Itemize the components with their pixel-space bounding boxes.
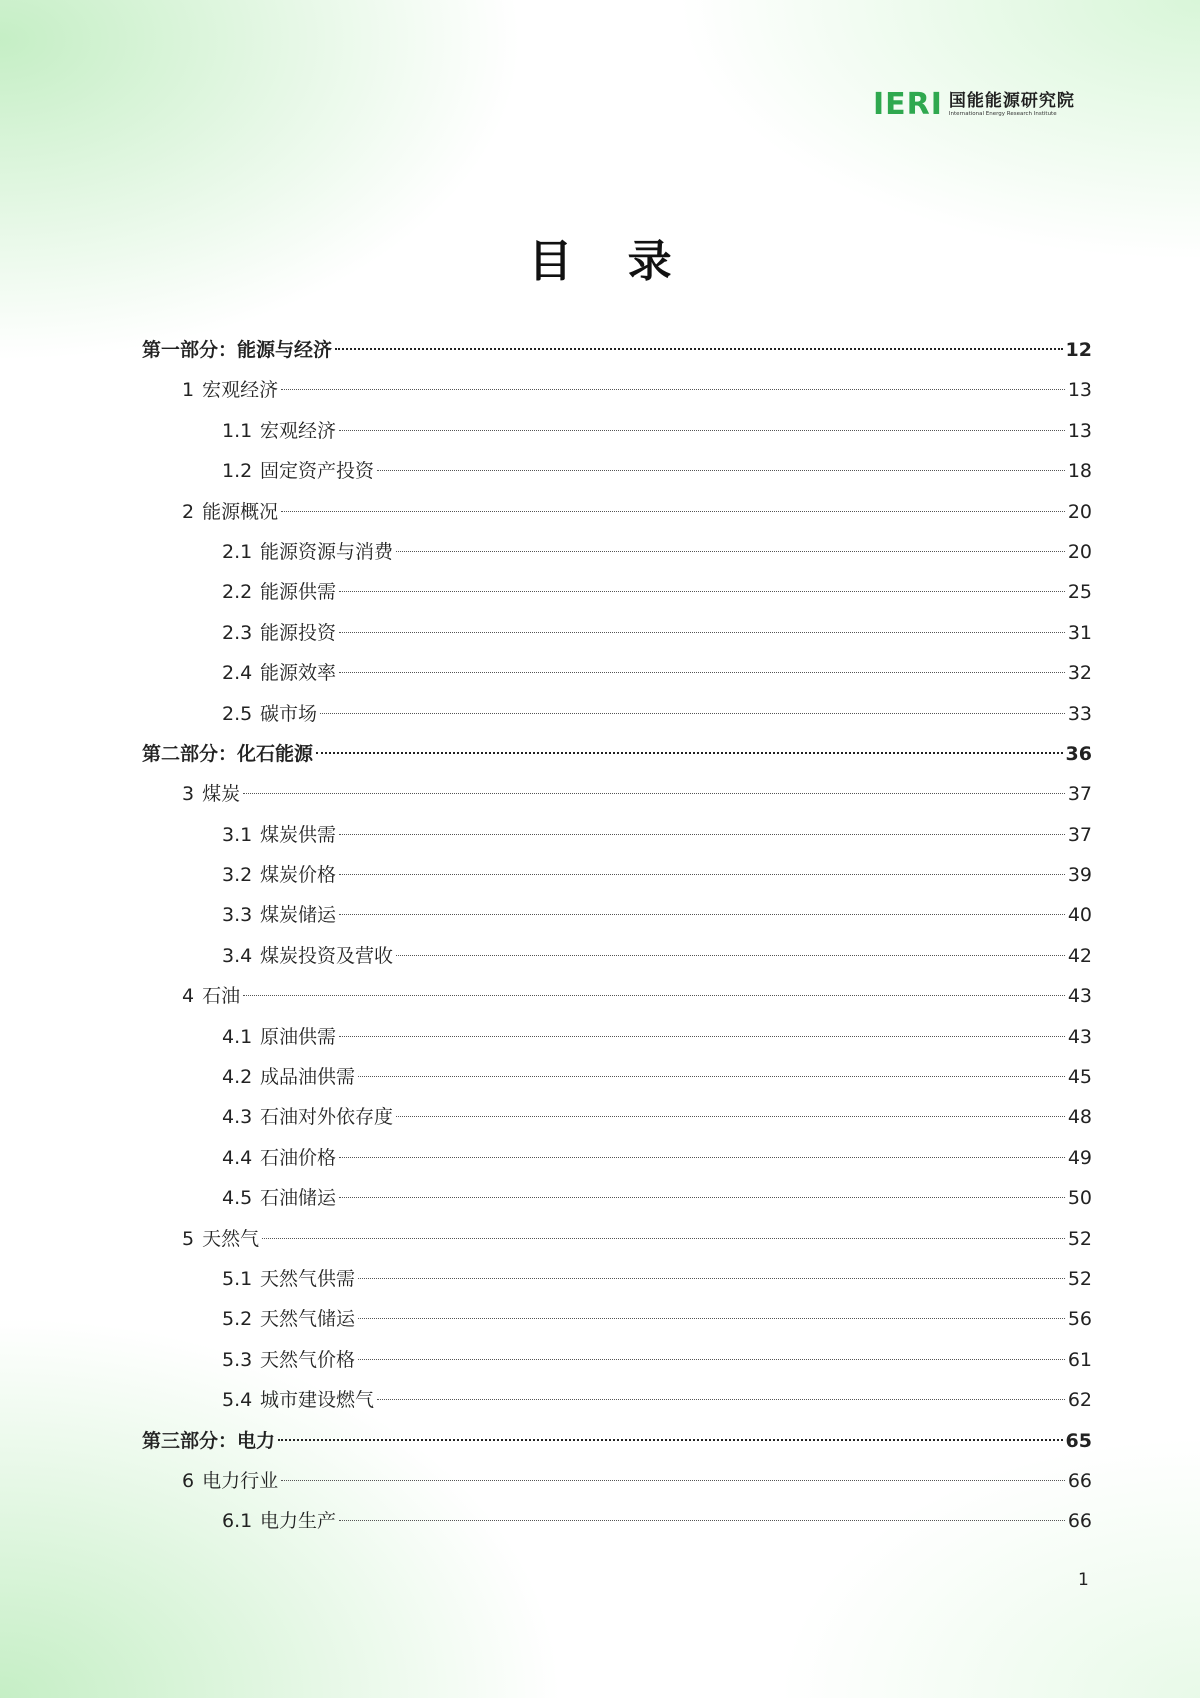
toc-entry-label: [142, 734, 315, 774]
toc-entry-number: 4.1: [222, 1025, 253, 1048]
toc-entry-page-number: 62: [1067, 1389, 1092, 1412]
toc-entry-text: 煤炭投资及营收: [260, 944, 394, 967]
toc-dot-leader: [339, 430, 1065, 431]
toc-entry-label: [182, 774, 242, 814]
toc-entry-label: [182, 1219, 261, 1259]
toc-section-entry[interactable]: [142, 532, 1092, 572]
toc-entry-row: [222, 936, 1092, 976]
toc-dot-leader: [339, 834, 1065, 835]
toc-entry-row: [222, 1138, 1092, 1178]
toc-entry-row: [222, 855, 1092, 895]
logo-mark: IERI: [873, 87, 943, 122]
toc-entry-page-number: 36: [1065, 742, 1092, 765]
toc-entry-row: [222, 694, 1092, 734]
toc-entry-page-number: 25: [1067, 581, 1092, 604]
toc-dot-leader: [335, 348, 1063, 350]
toc-entry-label: [222, 411, 338, 451]
toc-entry-number: 2.4: [222, 662, 253, 685]
toc-entry-number: 5.4: [222, 1389, 253, 1412]
toc-dot-leader: [262, 1238, 1065, 1239]
toc-entry-number: 6.1: [222, 1510, 253, 1533]
toc-entry-row: [182, 976, 1092, 1016]
toc-section-entry[interactable]: [142, 855, 1092, 895]
toc-entry-number: 5.3: [222, 1348, 253, 1371]
logo-text: [948, 90, 1075, 118]
toc-dot-leader: [243, 793, 1065, 794]
toc-entry-page-number: 61: [1067, 1348, 1092, 1371]
toc-entry-row: [222, 1017, 1092, 1057]
toc-entry-text: 能源效率: [260, 662, 337, 685]
toc-entry-text: 宏观经济: [202, 379, 279, 402]
toc-section-entry[interactable]: [142, 815, 1092, 855]
toc-entry-number: 2.3: [222, 621, 253, 644]
toc-entry-row: [142, 1421, 1092, 1461]
toc-entry-text: 宏观经济: [260, 419, 337, 442]
toc-entry-row: [222, 653, 1092, 693]
toc-entry-row: [222, 1340, 1092, 1380]
toc-entry-text: 原油供需: [260, 1025, 337, 1048]
toc-entry-number: 5.2: [222, 1308, 253, 1331]
toc-entry-number: 2.2: [222, 581, 253, 604]
toc-entry-page-number: 45: [1067, 1066, 1092, 1089]
toc-entry-label: [222, 1259, 357, 1299]
toc-entry-number: 2.5: [222, 702, 253, 725]
toc-entry-label: [222, 532, 395, 572]
toc-dot-leader: [339, 632, 1065, 633]
toc-dot-leader: [339, 1036, 1065, 1037]
toc-dot-leader: [316, 752, 1063, 754]
toc-chapter-entry[interactable]: [142, 1461, 1092, 1501]
toc-section-entry[interactable]: [142, 572, 1092, 612]
logo-chinese-name: 国能能源研究院: [948, 90, 1075, 111]
toc-entry-text: 能源供需: [260, 581, 337, 604]
toc-entry-row: [222, 1299, 1092, 1339]
toc-entry-label: [222, 1178, 338, 1218]
toc-dot-leader: [339, 1197, 1065, 1198]
toc-entry-label: [142, 330, 334, 370]
toc-entry-number: 1.2: [222, 460, 253, 483]
toc-entry-page-number: 40: [1067, 904, 1092, 927]
toc-entry-label: [222, 815, 338, 855]
toc-dot-leader: [339, 1157, 1065, 1158]
toc-dot-leader: [377, 470, 1065, 471]
toc-entry-text: 石油对外依存度: [260, 1106, 394, 1129]
toc-entry-text: 第三部分：电力: [142, 1429, 276, 1452]
toc-entry-text: 碳市场: [260, 702, 318, 725]
toc-entry-page-number: 65: [1065, 1429, 1092, 1452]
toc-entry-row: [222, 1259, 1092, 1299]
toc-chapter-entry[interactable]: [142, 774, 1092, 814]
toc-dot-leader: [396, 551, 1065, 552]
toc-entry-label: [222, 451, 376, 491]
toc-entry-row: [182, 492, 1092, 532]
toc-section-entry[interactable]: [142, 1017, 1092, 1057]
toc-entry-page-number: 66: [1067, 1510, 1092, 1533]
toc-entry-number: 1.1: [222, 419, 253, 442]
toc-dot-leader: [358, 1359, 1065, 1360]
toc-entry-page-number: 39: [1067, 864, 1092, 887]
page-number: 1: [1078, 1570, 1089, 1590]
toc-section-entry[interactable]: [142, 1138, 1092, 1178]
toc-entry-row: [222, 895, 1092, 935]
toc-entry-label: [222, 855, 338, 895]
toc-entry-text: 石油: [202, 985, 241, 1008]
toc-entry-text: 煤炭储运: [260, 904, 337, 927]
toc-section-entry[interactable]: [142, 613, 1092, 653]
toc-entry-label: [222, 1340, 357, 1380]
toc-dot-leader: [243, 995, 1065, 996]
toc-entry-row: [182, 1219, 1092, 1259]
toc-entry-page-number: 33: [1067, 702, 1092, 725]
toc-part-entry[interactable]: [142, 1421, 1092, 1461]
toc-entry-label: [222, 694, 319, 734]
toc-entry-row: [222, 532, 1092, 572]
toc-entry-row: [222, 1178, 1092, 1218]
toc-entry-text: 煤炭供需: [260, 823, 337, 846]
toc-entry-text: 天然气供需: [260, 1267, 356, 1290]
toc-entry-text: 固定资产投资: [260, 460, 375, 483]
toc-entry-page-number: 49: [1067, 1146, 1092, 1169]
toc-chapter-entry[interactable]: [142, 1219, 1092, 1259]
toc-entry-label: [182, 1461, 280, 1501]
toc-entry-page-number: 43: [1067, 1025, 1092, 1048]
toc-entry-row: [222, 613, 1092, 653]
toc-entry-text: 第一部分：能源与经济: [142, 339, 333, 361]
toc-entry-label: [222, 936, 395, 976]
toc-entry-number: 3.2: [222, 864, 253, 887]
toc-entry-label: [142, 1421, 277, 1461]
toc-dot-leader: [358, 1318, 1065, 1319]
toc-entry-number: 5.1: [222, 1267, 253, 1290]
toc-entry-row: [222, 1057, 1092, 1097]
toc-dot-leader: [320, 713, 1065, 714]
toc-entry-row: [182, 1461, 1092, 1501]
toc-entry-row: [142, 734, 1092, 774]
toc-dot-leader: [281, 511, 1065, 512]
toc-entry-label: [222, 572, 338, 612]
toc-entry-text: 电力生产: [260, 1510, 337, 1533]
toc-dot-leader: [281, 389, 1065, 390]
toc-entry-label: [222, 1097, 395, 1137]
toc-entry-text: 煤炭: [202, 783, 241, 806]
toc-entry-text: 天然气: [202, 1227, 260, 1250]
toc-entry-row: [222, 1501, 1092, 1541]
toc-entry-row: [222, 451, 1092, 491]
toc-entry-number: 3.4: [222, 944, 253, 967]
toc-entry-label: [222, 895, 338, 935]
toc-section-entry[interactable]: [142, 1259, 1092, 1299]
toc-chapter-entry[interactable]: [142, 492, 1092, 532]
toc-section-entry[interactable]: [142, 1380, 1092, 1420]
toc-entry-row: [142, 330, 1092, 370]
toc-entry-text: 成品油供需: [260, 1066, 356, 1089]
toc-entry-label: [222, 1501, 338, 1541]
toc-entry-text: 煤炭价格: [260, 864, 337, 887]
toc-entry-page-number: 42: [1067, 944, 1092, 967]
toc-entry-label: [182, 976, 242, 1016]
toc-entry-page-number: 13: [1067, 419, 1092, 442]
toc-entry-number: 4.4: [222, 1146, 253, 1169]
toc-entry-number: 4: [182, 985, 195, 1008]
toc-entry-page-number: 18: [1067, 460, 1092, 483]
toc-entry-label: [222, 613, 338, 653]
toc-entry-page-number: 13: [1067, 379, 1092, 402]
toc-entry-page-number: 66: [1067, 1469, 1092, 1492]
toc-entry-number: 1: [182, 379, 195, 402]
toc-entry-text: 电力行业: [202, 1469, 279, 1492]
toc-section-entry[interactable]: [142, 451, 1092, 491]
toc-section-entry[interactable]: [142, 694, 1092, 734]
ieri-logo: [873, 87, 1075, 122]
toc-entry-page-number: 52: [1067, 1227, 1092, 1250]
toc-entry-number: 3: [182, 783, 195, 806]
toc-dot-leader: [396, 955, 1065, 956]
toc-entry-page-number: 50: [1067, 1187, 1092, 1210]
toc-entry-page-number: 37: [1067, 783, 1092, 806]
toc-section-entry[interactable]: [142, 1340, 1092, 1380]
toc-entry-page-number: 37: [1067, 823, 1092, 846]
toc-entry-number: 4.5: [222, 1187, 253, 1210]
toc-dot-leader: [281, 1480, 1065, 1481]
toc-dot-leader: [358, 1278, 1065, 1279]
toc-dot-leader: [377, 1399, 1065, 1400]
toc-entry-number: 2.1: [222, 540, 253, 563]
toc-dot-leader: [339, 672, 1065, 673]
toc-entry-page-number: 52: [1067, 1267, 1092, 1290]
toc-part-entry[interactable]: [142, 330, 1092, 370]
toc-dot-leader: [396, 1116, 1065, 1117]
toc-section-entry[interactable]: [142, 1097, 1092, 1137]
toc-entry-text: 天然气储运: [260, 1308, 356, 1331]
toc-entry-row: [182, 370, 1092, 410]
toc-section-entry[interactable]: [142, 653, 1092, 693]
toc-entry-text: 城市建设燃气: [260, 1389, 375, 1412]
toc-section-entry[interactable]: [142, 1057, 1092, 1097]
logo-english-name: International Energy Research Institute: [948, 110, 1057, 117]
toc-entry-label: [222, 1138, 338, 1178]
toc-dot-leader: [278, 1439, 1063, 1441]
toc-section-entry[interactable]: [142, 1299, 1092, 1339]
toc-section-entry[interactable]: [142, 411, 1092, 451]
toc-entry-row: [222, 815, 1092, 855]
toc-entry-label: [222, 1299, 357, 1339]
toc-entry-text: 能源投资: [260, 621, 337, 644]
toc-entry-page-number: 43: [1067, 985, 1092, 1008]
toc-entry-text: 能源资源与消费: [260, 540, 394, 563]
table-of-contents: [142, 330, 1092, 1542]
toc-entry-label: [222, 653, 338, 693]
toc-entry-row: [222, 1097, 1092, 1137]
toc-dot-leader: [339, 914, 1065, 915]
toc-entry-page-number: 48: [1067, 1106, 1092, 1129]
toc-dot-leader: [358, 1076, 1065, 1077]
toc-entry-text: 石油价格: [260, 1146, 337, 1169]
toc-entry-text: 第二部分：化石能源: [142, 742, 314, 765]
toc-dot-leader: [339, 591, 1065, 592]
toc-dot-leader: [339, 1520, 1065, 1521]
toc-part-entry[interactable]: [142, 734, 1092, 774]
toc-section-entry[interactable]: [142, 1501, 1092, 1541]
toc-entry-text: 天然气价格: [260, 1348, 356, 1371]
toc-entry-page-number: 32: [1067, 662, 1092, 685]
toc-entry-number: 6: [182, 1469, 195, 1492]
toc-entry-page-number: 20: [1067, 500, 1092, 523]
toc-entry-label: [182, 370, 280, 410]
toc-entry-number: 4.3: [222, 1106, 253, 1129]
toc-entry-number: 2: [182, 500, 195, 523]
toc-entry-row: [182, 774, 1092, 814]
toc-entry-page-number: 20: [1067, 540, 1092, 563]
toc-entry-page-number: 56: [1067, 1308, 1092, 1331]
toc-chapter-entry[interactable]: [142, 976, 1092, 1016]
toc-entry-page-number: 31: [1067, 621, 1092, 644]
toc-entry-page-number: 12: [1065, 339, 1092, 361]
toc-entry-label: [222, 1380, 376, 1420]
toc-entry-number: 4.2: [222, 1066, 253, 1089]
toc-section-entry[interactable]: [142, 936, 1092, 976]
toc-entry-label: [182, 492, 280, 532]
toc-entry-row: [222, 1380, 1092, 1420]
toc-entry-text: 能源概况: [202, 500, 279, 523]
toc-entry-row: [222, 411, 1092, 451]
toc-entry-text: 石油储运: [260, 1187, 337, 1210]
toc-entry-number: 3.1: [222, 823, 253, 846]
toc-entry-label: [222, 1057, 357, 1097]
toc-entry-label: [222, 1017, 338, 1057]
toc-entry-number: 5: [182, 1227, 195, 1250]
toc-section-entry[interactable]: [142, 1178, 1092, 1218]
page-title: 目 录: [528, 236, 692, 287]
toc-entry-row: [222, 572, 1092, 612]
toc-section-entry[interactable]: [142, 895, 1092, 935]
toc-chapter-entry[interactable]: [142, 370, 1092, 410]
toc-dot-leader: [339, 874, 1065, 875]
toc-entry-number: 3.3: [222, 904, 253, 927]
